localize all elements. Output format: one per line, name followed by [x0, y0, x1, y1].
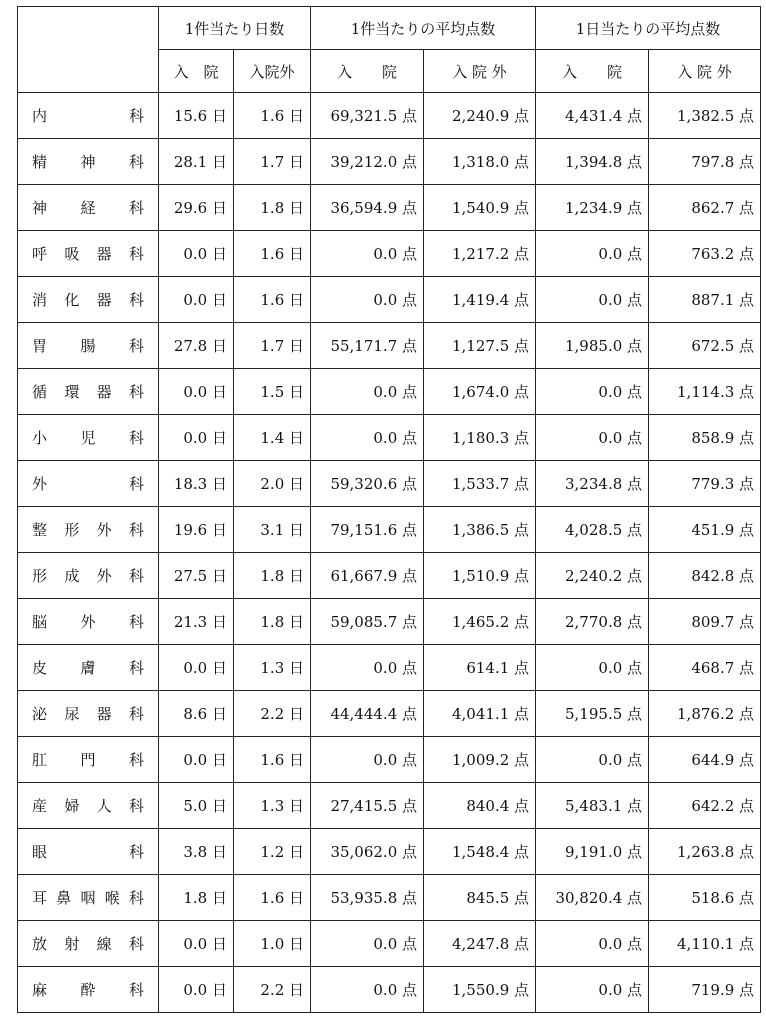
points-per-case-inpatient-cell: 0.0 点: [311, 737, 424, 783]
department-char: 眼: [32, 843, 48, 861]
department-char: 科: [128, 843, 144, 861]
table-row: [18, 369, 761, 415]
days-inpatient-cell: 0.0 日: [159, 967, 234, 1013]
days-inpatient-cell: 21.3 日: [159, 599, 234, 645]
table-row: [18, 461, 761, 507]
table-row: [18, 139, 761, 185]
points-per-case-outpatient-cell: 1,550.9 点: [424, 967, 536, 1013]
points-per-case-outpatient-cell: 2,240.9 点: [424, 93, 536, 139]
days-outpatient-cell: 2.0 日: [234, 461, 311, 507]
points-per-case-outpatient-cell: 4,041.1 点: [424, 691, 536, 737]
days-outpatient-cell: 1.6 日: [234, 737, 311, 783]
days-inpatient-cell: 28.1 日: [159, 139, 234, 185]
department-char: 科: [128, 337, 144, 355]
department-char: 科: [128, 705, 144, 723]
department-name-cell: [18, 93, 159, 139]
department-name: [32, 335, 144, 356]
department-char: 尿: [64, 705, 80, 723]
department-char: 麻: [32, 981, 48, 999]
department-char: 膚: [80, 659, 96, 677]
department-char: 器: [96, 245, 112, 263]
department-char: 神: [32, 199, 48, 217]
subheader-inpatient: 入 院: [159, 50, 234, 93]
table-row: [18, 967, 761, 1013]
points-per-case-inpatient-cell: 0.0 点: [311, 645, 424, 691]
points-per-day-outpatient-cell: 842.8 点: [649, 553, 761, 599]
department-name: [32, 565, 144, 586]
department-char: 皮: [32, 659, 48, 677]
department-name-cell: [18, 829, 159, 875]
points-per-case-outpatient-cell: 1,009.2 点: [424, 737, 536, 783]
days-outpatient-cell: 2.2 日: [234, 691, 311, 737]
points-per-case-outpatient-cell: 614.1 点: [424, 645, 536, 691]
days-outpatient-cell: 2.2 日: [234, 967, 311, 1013]
points-per-case-outpatient-cell: 4,247.8 点: [424, 921, 536, 967]
points-per-day-outpatient-cell: 887.1 点: [649, 277, 761, 323]
table-row: [18, 921, 761, 967]
table-row: [18, 93, 761, 139]
department-name: [32, 841, 144, 862]
department-char: 呼: [32, 245, 48, 263]
department-char: 科: [128, 981, 144, 999]
points-per-case-inpatient-cell: 0.0 点: [311, 415, 424, 461]
department-name-cell: [18, 369, 159, 415]
points-per-day-inpatient-cell: 3,234.8 点: [536, 461, 649, 507]
points-per-case-inpatient-cell: 69,321.5 点: [311, 93, 424, 139]
table-row: [18, 737, 761, 783]
medical-stats-table: [17, 6, 761, 1013]
table-row: [18, 645, 761, 691]
days-outpatient-cell: 1.7 日: [234, 139, 311, 185]
department-name-cell: [18, 599, 159, 645]
points-per-day-inpatient-cell: 0.0 点: [536, 369, 649, 415]
department-name: [32, 795, 144, 816]
department-char: 婦: [64, 797, 80, 815]
days-outpatient-cell: 1.6 日: [234, 231, 311, 277]
days-inpatient-cell: 5.0 日: [159, 783, 234, 829]
days-inpatient-cell: 0.0 日: [159, 645, 234, 691]
points-per-day-inpatient-cell: 5,483.1 点: [536, 783, 649, 829]
points-per-case-inpatient-cell: 79,151.6 点: [311, 507, 424, 553]
points-per-day-inpatient-cell: 9,191.0 点: [536, 829, 649, 875]
department-name-cell: [18, 507, 159, 553]
department-name-cell: [18, 645, 159, 691]
department-char: 放: [32, 935, 48, 953]
points-per-case-outpatient-cell: 1,540.9 点: [424, 185, 536, 231]
department-name: [32, 611, 144, 632]
points-per-day-outpatient-cell: 468.7 点: [649, 645, 761, 691]
points-per-day-outpatient-cell: 763.2 点: [649, 231, 761, 277]
department-char: 外: [96, 567, 112, 585]
days-outpatient-cell: 1.6 日: [234, 875, 311, 921]
department-name: [32, 289, 144, 310]
department-char: 科: [128, 659, 144, 677]
points-per-day-inpatient-cell: 0.0 点: [536, 967, 649, 1013]
points-per-day-inpatient-cell: 0.0 点: [536, 277, 649, 323]
department-char: 形: [64, 521, 80, 539]
department-name-cell: [18, 139, 159, 185]
department-name: [32, 933, 144, 954]
days-inpatient-cell: 0.0 日: [159, 415, 234, 461]
points-per-case-outpatient-cell: 1,180.3 点: [424, 415, 536, 461]
days-inpatient-cell: 0.0 日: [159, 737, 234, 783]
department-char: 器: [96, 705, 112, 723]
department-char: 脳: [32, 613, 48, 631]
department-name-cell: [18, 231, 159, 277]
subheader-inpatient: 入 院: [536, 50, 649, 93]
days-outpatient-cell: 1.3 日: [234, 645, 311, 691]
points-per-case-inpatient-cell: 53,935.8 点: [311, 875, 424, 921]
department-char: 整: [32, 521, 48, 539]
points-per-case-outpatient-cell: 1,127.5 点: [424, 323, 536, 369]
department-name-cell: [18, 875, 159, 921]
days-inpatient-cell: 3.8 日: [159, 829, 234, 875]
points-per-case-inpatient-cell: 0.0 点: [311, 369, 424, 415]
department-name-cell: [18, 553, 159, 599]
subheader-outpatient: 入院外: [234, 50, 311, 93]
points-per-day-inpatient-cell: 2,240.2 点: [536, 553, 649, 599]
days-outpatient-cell: 1.8 日: [234, 185, 311, 231]
header-days-per-case: 1件当たり日数: [159, 7, 311, 50]
days-inpatient-cell: 0.0 日: [159, 921, 234, 967]
department-char: 科: [128, 107, 144, 125]
department-char: 科: [128, 567, 144, 585]
department-char: 耳: [32, 889, 48, 907]
department-char: 循: [32, 383, 48, 401]
department-name-cell: [18, 783, 159, 829]
points-per-day-outpatient-cell: 797.8 点: [649, 139, 761, 185]
header-points-per-case: 1件当たりの平均点数: [311, 7, 536, 50]
points-per-day-inpatient-cell: 1,234.9 点: [536, 185, 649, 231]
days-inpatient-cell: 1.8 日: [159, 875, 234, 921]
department-name-cell: [18, 921, 159, 967]
days-outpatient-cell: 1.4 日: [234, 415, 311, 461]
department-char: 児: [80, 429, 96, 447]
department-char: 門: [80, 751, 96, 769]
department-char: 喉: [104, 889, 120, 907]
department-char: 酔: [80, 981, 96, 999]
department-char: 化: [64, 291, 80, 309]
points-per-day-outpatient-cell: 4,110.1 点: [649, 921, 761, 967]
days-inpatient-cell: 8.6 日: [159, 691, 234, 737]
department-char: 科: [128, 291, 144, 309]
table-row: [18, 829, 761, 875]
points-per-case-inpatient-cell: 55,171.7 点: [311, 323, 424, 369]
points-per-day-outpatient-cell: 1,382.5 点: [649, 93, 761, 139]
points-per-case-outpatient-cell: 1,217.2 点: [424, 231, 536, 277]
days-inpatient-cell: 19.6 日: [159, 507, 234, 553]
table-row: [18, 323, 761, 369]
points-per-case-inpatient-cell: 0.0 点: [311, 277, 424, 323]
department-char: 泌: [32, 705, 48, 723]
department-char: 射: [64, 935, 80, 953]
points-per-day-inpatient-cell: 30,820.4 点: [536, 875, 649, 921]
points-per-day-inpatient-cell: 5,195.5 点: [536, 691, 649, 737]
table-row: [18, 277, 761, 323]
days-outpatient-cell: 3.1 日: [234, 507, 311, 553]
points-per-case-outpatient-cell: 1,318.0 点: [424, 139, 536, 185]
points-per-day-outpatient-cell: 779.3 点: [649, 461, 761, 507]
department-char: 外: [32, 475, 48, 493]
department-char: 外: [80, 613, 96, 631]
days-outpatient-cell: 1.8 日: [234, 599, 311, 645]
table-row: [18, 185, 761, 231]
days-inpatient-cell: 18.3 日: [159, 461, 234, 507]
subheader-outpatient: 入 院 外: [424, 50, 536, 93]
department-char: 外: [96, 521, 112, 539]
subheader-inpatient: 入 院: [311, 50, 424, 93]
points-per-day-inpatient-cell: 1,985.0 点: [536, 323, 649, 369]
points-per-day-inpatient-cell: 0.0 点: [536, 231, 649, 277]
department-name: [32, 657, 144, 678]
department-name-cell: [18, 415, 159, 461]
days-outpatient-cell: 1.3 日: [234, 783, 311, 829]
points-per-case-inpatient-cell: 35,062.0 点: [311, 829, 424, 875]
department-name: [32, 703, 144, 724]
points-per-case-outpatient-cell: 1,533.7 点: [424, 461, 536, 507]
department-char: 科: [128, 751, 144, 769]
points-per-case-outpatient-cell: 840.4 点: [424, 783, 536, 829]
days-outpatient-cell: 1.6 日: [234, 277, 311, 323]
table-row: [18, 507, 761, 553]
department-char: 科: [128, 199, 144, 217]
department-char: 科: [128, 245, 144, 263]
department-name: [32, 749, 144, 770]
days-outpatient-cell: 1.0 日: [234, 921, 311, 967]
points-per-case-inpatient-cell: 39,212.0 点: [311, 139, 424, 185]
department-char: 科: [128, 613, 144, 631]
subheader-outpatient: 入 院 外: [649, 50, 761, 93]
department-char: 器: [96, 383, 112, 401]
department-char: 咽: [80, 889, 96, 907]
department-char: 経: [80, 199, 96, 217]
table-row: [18, 415, 761, 461]
department-name-cell: [18, 967, 159, 1013]
points-per-case-inpatient-cell: 44,444.4 点: [311, 691, 424, 737]
department-name-cell: [18, 737, 159, 783]
points-per-case-outpatient-cell: 845.5 点: [424, 875, 536, 921]
department-char: 科: [128, 429, 144, 447]
department-name: [32, 473, 144, 494]
department-name: [32, 381, 144, 402]
table-row: [18, 231, 761, 277]
department-name-cell: [18, 691, 159, 737]
points-per-case-inpatient-cell: 0.0 点: [311, 967, 424, 1013]
days-outpatient-cell: 1.7 日: [234, 323, 311, 369]
department-name: [32, 243, 144, 264]
department-char: 鼻: [56, 889, 72, 907]
points-per-day-outpatient-cell: 858.9 点: [649, 415, 761, 461]
department-name-cell: [18, 323, 159, 369]
department-name: [32, 979, 144, 1000]
table-row: [18, 553, 761, 599]
department-char: 科: [128, 153, 144, 171]
points-per-day-outpatient-cell: 862.7 点: [649, 185, 761, 231]
points-per-day-outpatient-cell: 672.5 点: [649, 323, 761, 369]
points-per-day-inpatient-cell: 4,431.4 点: [536, 93, 649, 139]
department-char: 内: [32, 107, 48, 125]
department-char: 吸: [64, 245, 80, 263]
department-char: 胃: [32, 337, 48, 355]
department-char: 神: [80, 153, 96, 171]
department-name-cell: [18, 185, 159, 231]
days-outpatient-cell: 1.2 日: [234, 829, 311, 875]
points-per-case-inpatient-cell: 59,085.7 点: [311, 599, 424, 645]
points-per-day-inpatient-cell: 0.0 点: [536, 415, 649, 461]
points-per-day-outpatient-cell: 809.7 点: [649, 599, 761, 645]
table-row: [18, 783, 761, 829]
department-char: 科: [128, 475, 144, 493]
department-name: [32, 151, 144, 172]
days-inpatient-cell: 0.0 日: [159, 277, 234, 323]
points-per-case-outpatient-cell: 1,465.2 点: [424, 599, 536, 645]
points-per-case-outpatient-cell: 1,419.4 点: [424, 277, 536, 323]
department-name-cell: [18, 277, 159, 323]
points-per-case-outpatient-cell: 1,386.5 点: [424, 507, 536, 553]
points-per-day-outpatient-cell: 642.2 点: [649, 783, 761, 829]
department-name: [32, 105, 144, 126]
department-char: 人: [96, 797, 112, 815]
table-row: [18, 691, 761, 737]
days-outpatient-cell: 1.5 日: [234, 369, 311, 415]
table-row: [18, 599, 761, 645]
points-per-case-inpatient-cell: 27,415.5 点: [311, 783, 424, 829]
department-char: 形: [32, 567, 48, 585]
department-char: 科: [128, 797, 144, 815]
days-inpatient-cell: 15.6 日: [159, 93, 234, 139]
department-char: 科: [128, 935, 144, 953]
points-per-day-outpatient-cell: 644.9 点: [649, 737, 761, 783]
days-inpatient-cell: 0.0 日: [159, 369, 234, 415]
department-char: 精: [32, 153, 48, 171]
points-per-day-inpatient-cell: 4,028.5 点: [536, 507, 649, 553]
department-name: [32, 519, 144, 540]
department-char: 産: [32, 797, 48, 815]
department-char: 肛: [32, 751, 48, 769]
points-per-day-outpatient-cell: 1,263.8 点: [649, 829, 761, 875]
points-per-case-inpatient-cell: 36,594.9 点: [311, 185, 424, 231]
department-char: 小: [32, 429, 48, 447]
department-char: 環: [64, 383, 80, 401]
points-per-case-outpatient-cell: 1,510.9 点: [424, 553, 536, 599]
points-per-day-inpatient-cell: 0.0 点: [536, 737, 649, 783]
points-per-day-outpatient-cell: 1,114.3 点: [649, 369, 761, 415]
days-inpatient-cell: 27.5 日: [159, 553, 234, 599]
points-per-day-outpatient-cell: 719.9 点: [649, 967, 761, 1013]
department-char: 腸: [80, 337, 96, 355]
department-char: 消: [32, 291, 48, 309]
points-per-day-outpatient-cell: 518.6 点: [649, 875, 761, 921]
department-char: 成: [64, 567, 80, 585]
department-name: [32, 197, 144, 218]
department-char: 線: [96, 935, 112, 953]
points-per-case-inpatient-cell: 0.0 点: [311, 231, 424, 277]
days-inpatient-cell: 29.6 日: [159, 185, 234, 231]
days-outpatient-cell: 1.8 日: [234, 553, 311, 599]
days-outpatient-cell: 1.6 日: [234, 93, 311, 139]
department-char: 科: [128, 383, 144, 401]
points-per-day-inpatient-cell: 0.0 点: [536, 645, 649, 691]
points-per-day-inpatient-cell: 1,394.8 点: [536, 139, 649, 185]
department-char: 器: [96, 291, 112, 309]
header-points-per-day: 1日当たりの平均点数: [536, 7, 761, 50]
department-name: [32, 887, 144, 908]
days-inpatient-cell: 27.8 日: [159, 323, 234, 369]
department-name: [32, 427, 144, 448]
department-name-cell: [18, 461, 159, 507]
table-row: [18, 875, 761, 921]
department-char: 科: [128, 889, 144, 907]
points-per-case-outpatient-cell: 1,548.4 点: [424, 829, 536, 875]
points-per-day-outpatient-cell: 1,876.2 点: [649, 691, 761, 737]
table-body: [18, 93, 761, 1013]
points-per-case-inpatient-cell: 59,320.6 点: [311, 461, 424, 507]
corner-cell: [18, 7, 159, 93]
points-per-case-inpatient-cell: 61,667.9 点: [311, 553, 424, 599]
department-char: 科: [128, 521, 144, 539]
points-per-day-inpatient-cell: 0.0 点: [536, 921, 649, 967]
points-per-case-outpatient-cell: 1,674.0 点: [424, 369, 536, 415]
points-per-case-inpatient-cell: 0.0 点: [311, 921, 424, 967]
points-per-day-outpatient-cell: 451.9 点: [649, 507, 761, 553]
points-per-day-inpatient-cell: 2,770.8 点: [536, 599, 649, 645]
days-inpatient-cell: 0.0 日: [159, 231, 234, 277]
